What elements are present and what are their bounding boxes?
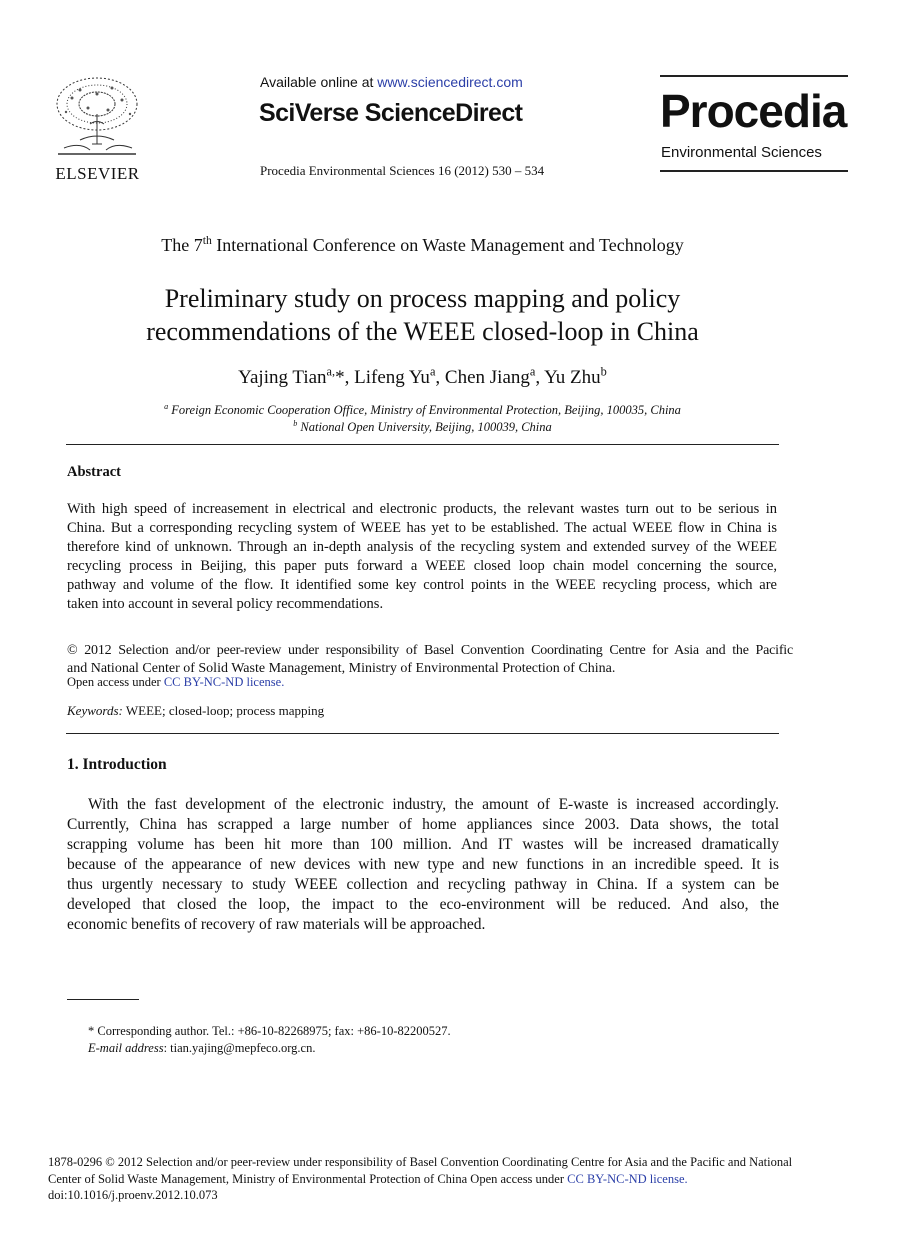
affiliation-text: National Open University, Beijing, 100039, China — [297, 420, 552, 434]
email-line — [88, 1040, 451, 1057]
abstract-body — [67, 500, 777, 614]
keywords — [67, 702, 324, 719]
procedia-logo: Procedia — [660, 85, 847, 137]
affiliation-mark: b — [293, 418, 298, 428]
author-sep: *, — [335, 367, 355, 388]
divider-top — [66, 444, 779, 445]
author-name: Lifeng Yu — [354, 367, 430, 388]
abstract-line: With high speed of increasement in electrical and electronic products, the relevant wastes turn out to be serious in — [67, 501, 777, 517]
author-name: Yajing Tian — [238, 367, 327, 388]
conference-prefix: The 7 — [161, 235, 203, 255]
affiliation-b — [0, 419, 845, 436]
copyright-notice — [67, 642, 793, 678]
procedia-rule-top — [660, 75, 848, 77]
intro-line: Currently, China has scrapped a large number of home appliances since 2003. Data shows, the total — [67, 816, 779, 833]
author-sep: , — [435, 367, 445, 388]
page-footer — [48, 1154, 848, 1204]
footnote — [88, 1023, 451, 1057]
copyright-line-1: © 2012 Selection and/or peer-review under responsibility of Basel Convention Coordinating Centre for Asia and the Pacific — [67, 643, 793, 658]
email-value: : tian.yajing@mepfeco.org.cn. — [163, 1041, 316, 1055]
conference-name — [0, 234, 845, 256]
journal-reference: Procedia Environmental Sciences 16 (2012) 530 – 534 — [260, 163, 545, 178]
abstract-heading: Abstract — [67, 464, 121, 480]
corresponding-author: * Corresponding author. Tel.: +86-10-82268975; fax: +86-10-82200527. — [88, 1024, 451, 1038]
intro-line: scrapping volume has been hit more than 100 million. And IT wastes will be increased dramatically — [67, 836, 779, 853]
affiliation-a — [0, 402, 845, 419]
affiliation-text: Foreign Economic Cooperation Office, Ministry of Environmental Protection, Beijing, 100035, China — [168, 403, 681, 417]
platform-name: SciVerse ScienceDirect — [259, 99, 523, 127]
license-link[interactable]: CC BY-NC-ND license. — [163, 675, 285, 689]
intro-line: economic benefits of recovery of raw materials will be approached. — [67, 916, 486, 933]
elsevier-tree-icon — [50, 74, 145, 160]
footer-line-1: 1878-0296 © 2012 Selection and/or peer-review under responsibility of Basel Convention Coordinating Centre for Asia and the Pacific and National — [48, 1155, 793, 1169]
open-access-line — [67, 674, 284, 690]
introduction-body — [67, 795, 779, 935]
divider-bottom — [66, 733, 779, 734]
author-name: Chen Jiang — [444, 367, 530, 388]
copyright-line-2: and National Center of Solid Waste Management, Ministry of Environmental Protection of China. — [67, 661, 616, 676]
elsevier-logo — [50, 74, 145, 183]
introduction-heading: 1. Introduction — [67, 756, 167, 773]
abstract-line: therefore kind of unknown. Through an in-depth analysis of the recycling system and extended survey of the WEEE — [67, 539, 777, 555]
footer-open-access: Open access under — [470, 1171, 568, 1186]
conference-sup: th — [202, 234, 212, 247]
footer-line-2-text: Center of Solid Waste Management, Ministry of Environmental Protection of China — [48, 1171, 471, 1186]
procedia-rule-bottom — [660, 170, 848, 172]
intro-line: thus urgently necessary to study WEEE collection and recycling pathway in China. If a system can be — [67, 876, 779, 893]
available-online-label: Available online at — [260, 74, 378, 90]
available-online — [260, 73, 523, 91]
paper-title — [0, 282, 845, 348]
author-sup: b — [600, 364, 607, 379]
author-list — [0, 366, 845, 390]
author-sup: a, — [326, 364, 336, 379]
footer-line-2 — [48, 1171, 848, 1188]
author-name: Yu Zhu — [544, 367, 601, 388]
keywords-label: Keywords: — [67, 703, 123, 718]
conference-rest: International Conference on Waste Management and Technology — [211, 235, 684, 255]
affiliation-mark: a — [164, 401, 169, 411]
procedia-subtitle: Environmental Sciences — [661, 144, 822, 161]
abstract-line: pathway and volume of the flow. It identified some key control points in the WEEE recycling process, which are — [67, 577, 777, 593]
intro-line: developed that closed the loop, the impact to the eco-environment will be reduced. And also, the — [67, 896, 779, 913]
title-line-1: Preliminary study on process mapping and policy — [164, 284, 681, 313]
abstract-line: recycling process in Beijing, this paper puts forward a WEEE closed loop chain model concerning the source, — [67, 558, 777, 574]
email-label: E-mail address — [88, 1041, 164, 1055]
footnote-rule — [67, 999, 139, 1000]
intro-line: because of the appearance of new devices with new type and new functions in an incredible speed. It is — [67, 856, 779, 873]
author-sup: a — [429, 364, 436, 379]
footer-license-link[interactable]: CC BY-NC-ND license. — [567, 1171, 688, 1186]
sciencedirect-link[interactable]: www.sciencedirect.com — [377, 74, 523, 90]
abstract-line: taken into account in several policy recommendations. — [67, 596, 384, 612]
open-access-label: Open access under — [67, 675, 164, 689]
footer-doi: doi:10.1016/j.proenv.2012.10.073 — [48, 1188, 218, 1202]
author-sep: , — [535, 367, 545, 388]
keywords-text: WEEE; closed-loop; process mapping — [122, 703, 325, 718]
title-line-2: recommendations of the WEEE closed-loop in China — [146, 317, 699, 346]
elsevier-wordmark: ELSEVIER — [55, 164, 140, 183]
intro-line: With the fast development of the electronic industry, the amount of E-waste is increased accordingly. — [88, 796, 779, 813]
author-sup: a — [529, 364, 536, 379]
abstract-line: China. But a corresponding recycling system of WEEE has yet to be established. The actual WEEE flow in China is — [67, 520, 777, 536]
affiliations — [0, 402, 845, 436]
